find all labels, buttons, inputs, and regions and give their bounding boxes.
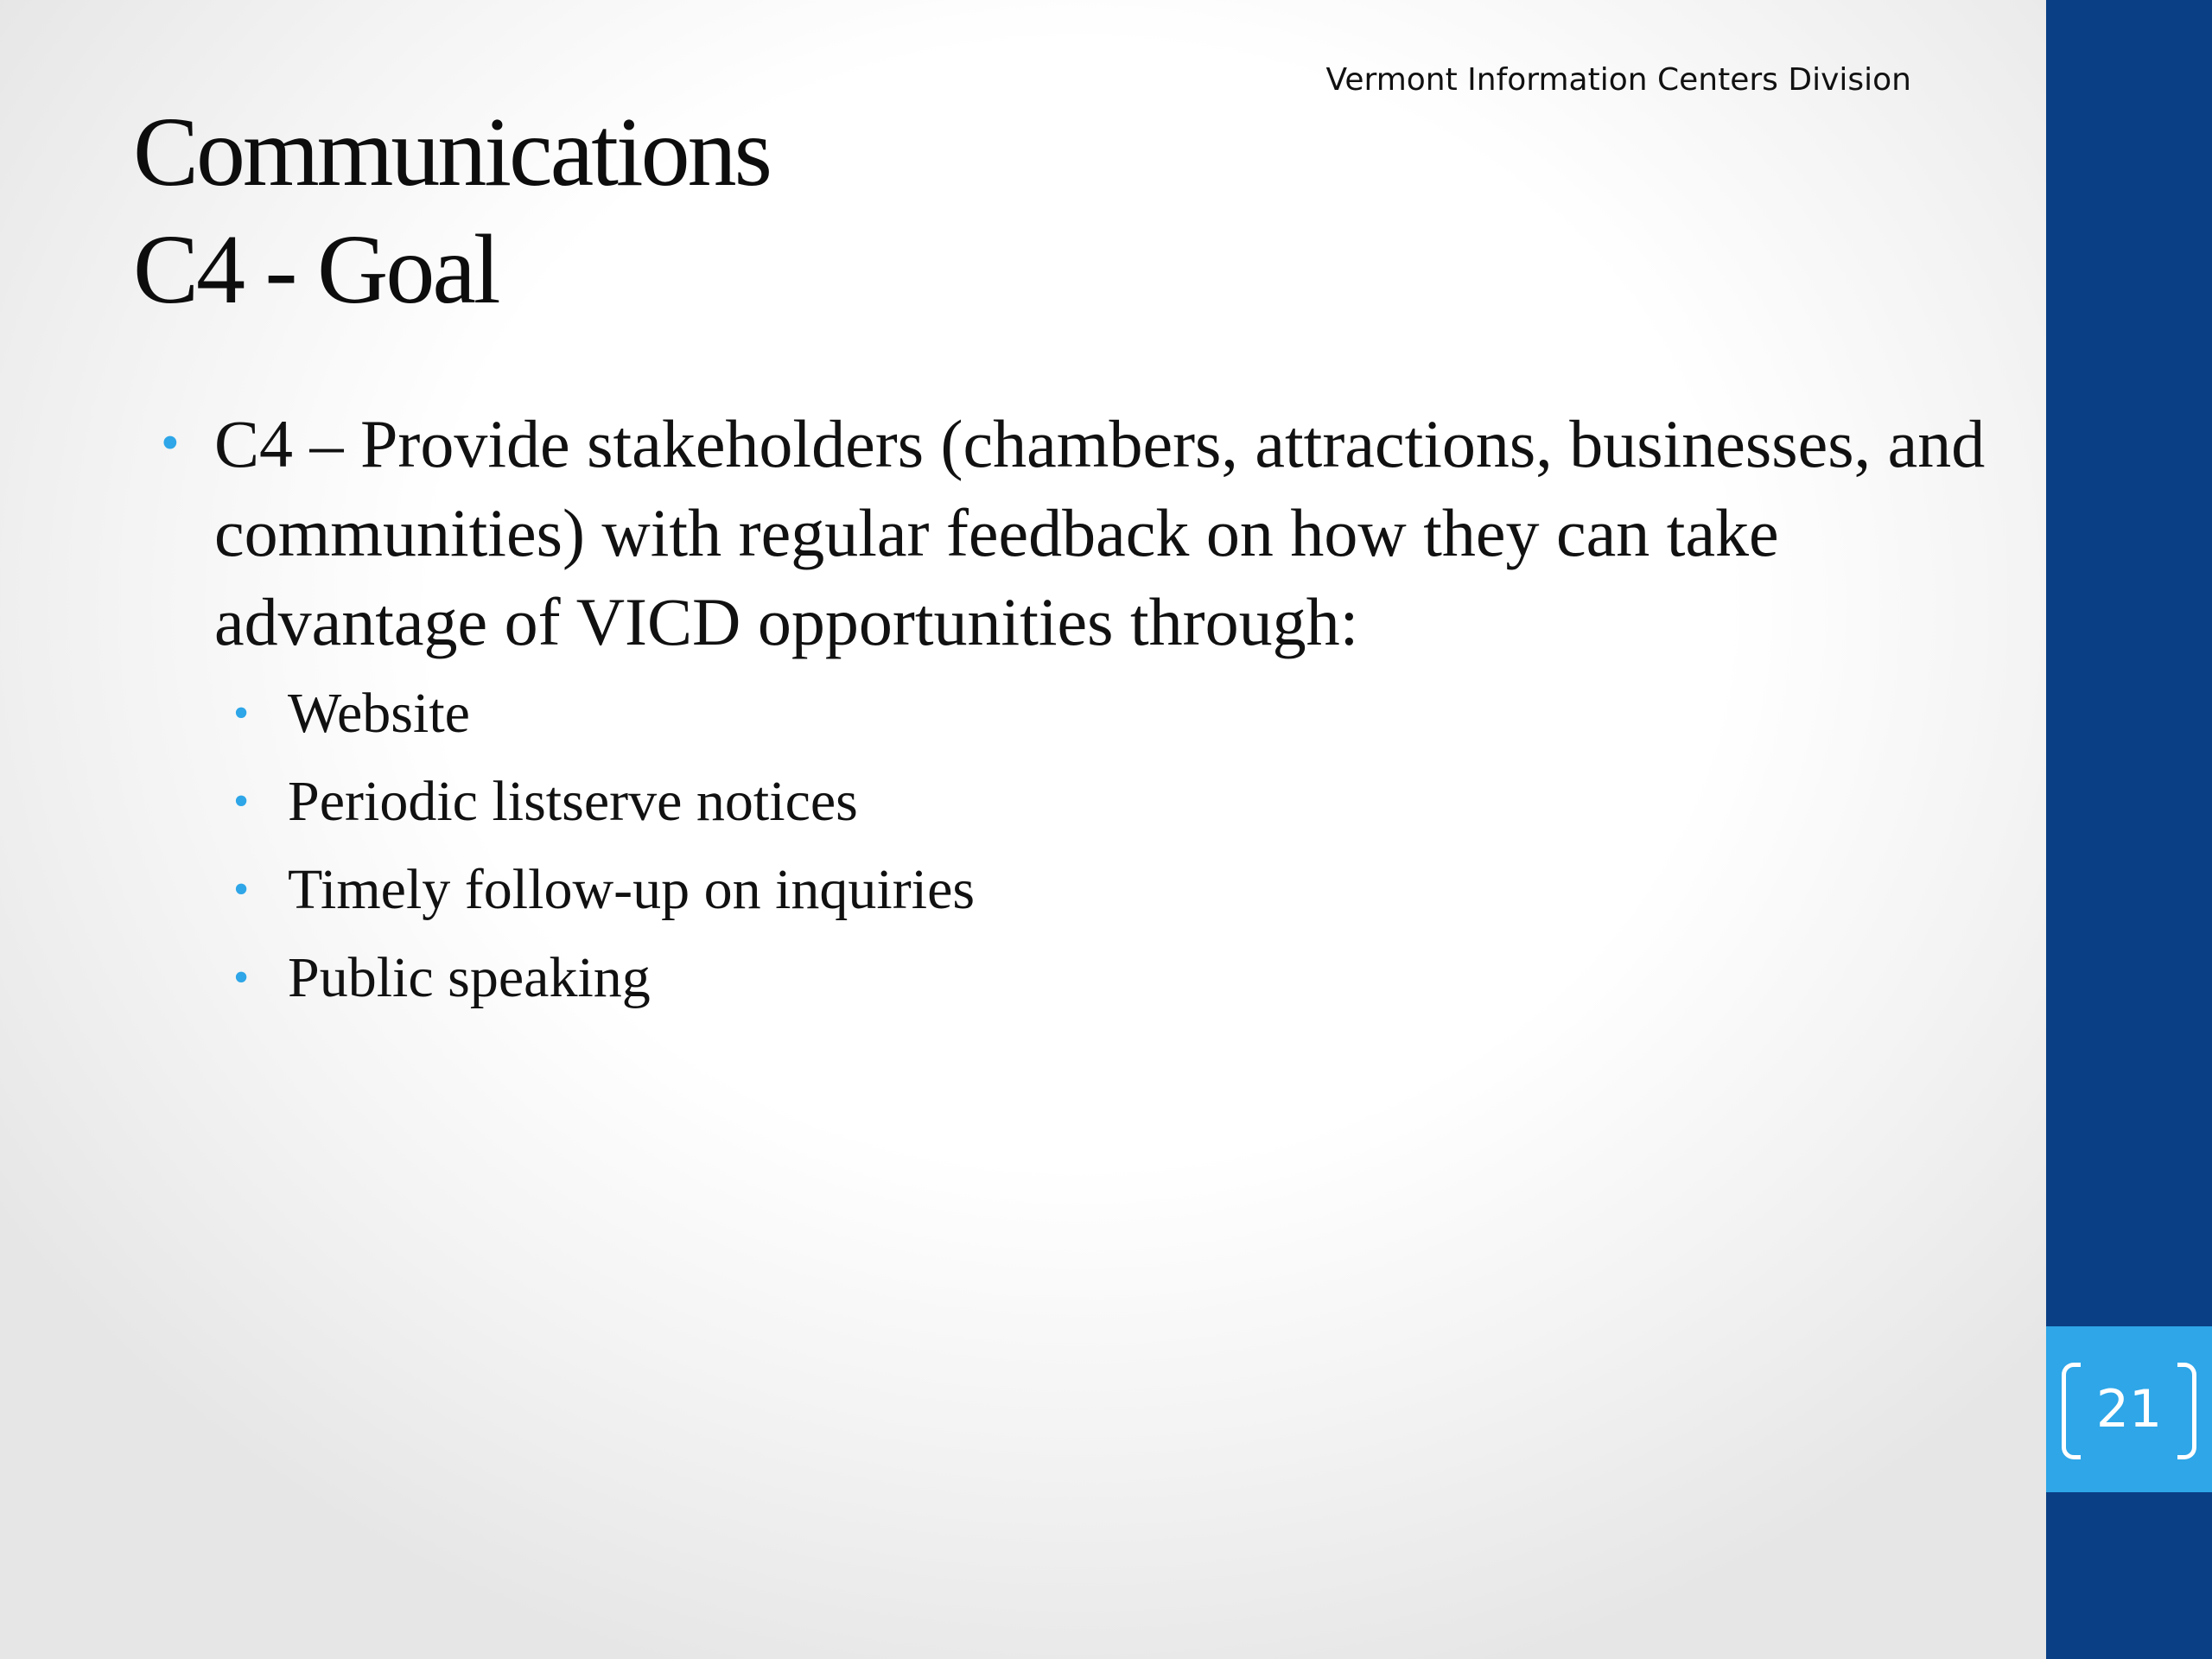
bullet-text: C4 – Provide stakeholders (chambers, attractions, businesses, and communities) with regular feedback on how they can take advantage of VICD opportunities through: xyxy=(214,406,1986,659)
sub-bullet-list xyxy=(214,670,1994,1022)
sub-bullet-website xyxy=(214,670,1994,758)
slide-title xyxy=(133,93,770,328)
bullet-list xyxy=(161,399,1994,1022)
sub-bullet-listserve xyxy=(214,758,1994,846)
sub-bullet-public-speaking xyxy=(214,934,1994,1022)
title-line-1: Communications xyxy=(133,97,770,207)
sub-bullet-text: Timely follow-up on inquiries xyxy=(288,858,976,921)
right-bracket-icon xyxy=(2177,1363,2196,1459)
sub-bullet-follow-up xyxy=(214,846,1994,934)
organization-header: Vermont Information Centers Division xyxy=(1325,62,1911,98)
bullet-dot-icon: • xyxy=(161,414,180,473)
page-number-badge xyxy=(2046,1326,2212,1492)
bullet-dot-icon: • xyxy=(233,865,250,914)
bullet-item-c4 xyxy=(161,399,1994,1022)
sub-bullet-text: Public speaking xyxy=(288,946,651,1009)
page-number: 21 xyxy=(2095,1379,2163,1440)
bullet-dot-icon: • xyxy=(233,689,250,738)
sub-bullet-text: Periodic listserve notices xyxy=(288,770,858,833)
title-line-2: C4 - Goal xyxy=(133,214,499,324)
sub-bullet-text: Website xyxy=(288,682,470,745)
bullet-dot-icon: • xyxy=(233,777,250,826)
left-bracket-icon xyxy=(2062,1363,2081,1459)
bullet-dot-icon: • xyxy=(233,953,250,1002)
